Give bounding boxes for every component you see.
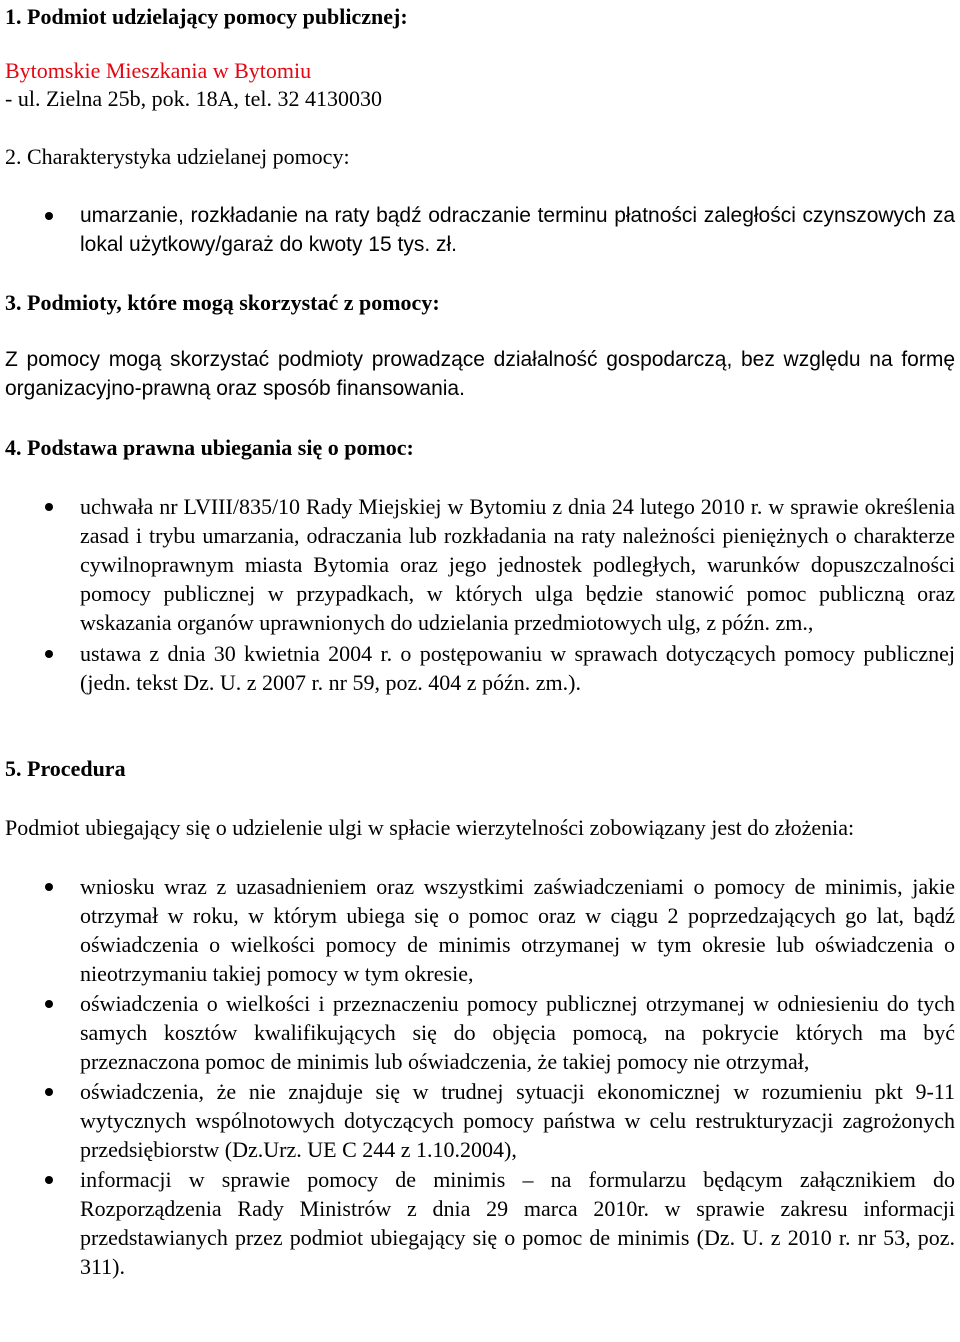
section-1-heading: 1. Podmiot udzielający pomocy publicznej:	[5, 4, 408, 29]
section-2-list	[5, 201, 955, 259]
organization-name: Bytomskie Mieszkania w Bytomiu	[5, 58, 312, 83]
bullet-icon	[45, 1088, 53, 1096]
list-item: oświadczenia o wielkości i przeznaczeniu pomocy publicznej otrzymanej w odniesieniu do tych samych kosztów kwalifikujących się do objęcia pomocą, na pokrycie których ma być przeznaczona pomoc de minimis lub oświadczenia, że takiej pomocy nie otrzymał,	[80, 989, 955, 1076]
section-4-heading: 4. Podstawa prawna ubiegania się o pomoc:	[5, 435, 414, 460]
section-5-list	[5, 872, 955, 1281]
bullet-icon	[45, 1176, 53, 1184]
section-5-intro: Podmiot ubiegający się o udzielenie ulgi w spłacie wierzytelności zobowiązany jest do złożenia:	[5, 815, 855, 840]
bullet-icon	[45, 883, 53, 891]
list-item: informacji w sprawie pomocy de minimis – na formularzu będącym załącznikiem do Rozporządzenia Rady Ministrów z dnia 29 marca 2010r. w sprawie zakresu informacji przedstawianych przez podmiot ubiegający się o pomoc de minimis (Dz. U. z 2010 r. nr 53, poz. 311).	[80, 1165, 955, 1281]
list-item: umarzanie, rozkładanie na raty bądź odraczanie terminu płatności zaległości czynszowych za lokal użytkowy/garaż do kwoty 15 tys. zł.	[80, 201, 955, 259]
section-3-heading: 3. Podmioty, które mogą skorzystać z pomocy:	[5, 290, 440, 315]
list-item: ustawa z dnia 30 kwietnia 2004 r. o postępowaniu w sprawach dotyczących pomocy publicznej (jedn. tekst Dz. U. z 2007 r. nr 59, poz. 404 z późn. zm.).	[80, 639, 955, 697]
bullet-icon	[45, 212, 53, 220]
section-4-list	[5, 492, 955, 697]
bullet-icon	[45, 650, 53, 658]
list-item: uchwała nr LVIII/835/10 Rady Miejskiej w Bytomiu z dnia 24 lutego 2010 r. w sprawie określenia zasad i trybu umarzania, odraczania lub rozkładania na raty należności pieniężnych o charakterze cywilnoprawnym miasta Bytomia oraz jego jednostek podległych, warunków dopuszczalności pomocy publicznej w przypadkach, w których ulga będzie stanowić pomoc publiczną oraz wskazania organów uprawnionych do udzielania przedmiotowych ulg, z późn. zm.,	[80, 492, 955, 637]
bullet-icon	[45, 1000, 53, 1008]
section-5-heading: 5. Procedura	[5, 756, 126, 781]
bullet-icon	[45, 503, 53, 511]
list-item: wniosku wraz z uzasadnieniem oraz wszystkimi zaświadczeniami o pomocy de minimis, jakie otrzymał w roku, w którym ubiega się o pomoc oraz w ciągu 2 poprzedzających go lat, bądź oświadczenia o wielkości pomocy de minimis otrzymanej w tym okresie lub oświadczenia o nieotrzymaniu takiej pomocy w tym okresie,	[80, 872, 955, 988]
section-2-heading: 2. Charakterystyka udzielanej pomocy:	[5, 144, 350, 169]
list-item: oświadczenia, że nie znajduje się w trudnej sytuacji ekonomicznej w rozumieniu pkt 9-11 wytycznych wspólnotowych dotyczących pomocy państwa w celu restrukturyzacji zagrożonych przedsiębiorstw (Dz.Urz. UE C 244 z 1.10.2004),	[80, 1077, 955, 1164]
section-3-text: Z pomocy mogą skorzystać podmioty prowadzące działalność gospodarczą, bez względu na formę organizacyjno-prawną oraz sposób finansowania.	[5, 348, 955, 400]
organization-address: - ul. Zielna 25b, pok. 18A, tel. 32 4130030	[5, 86, 383, 111]
